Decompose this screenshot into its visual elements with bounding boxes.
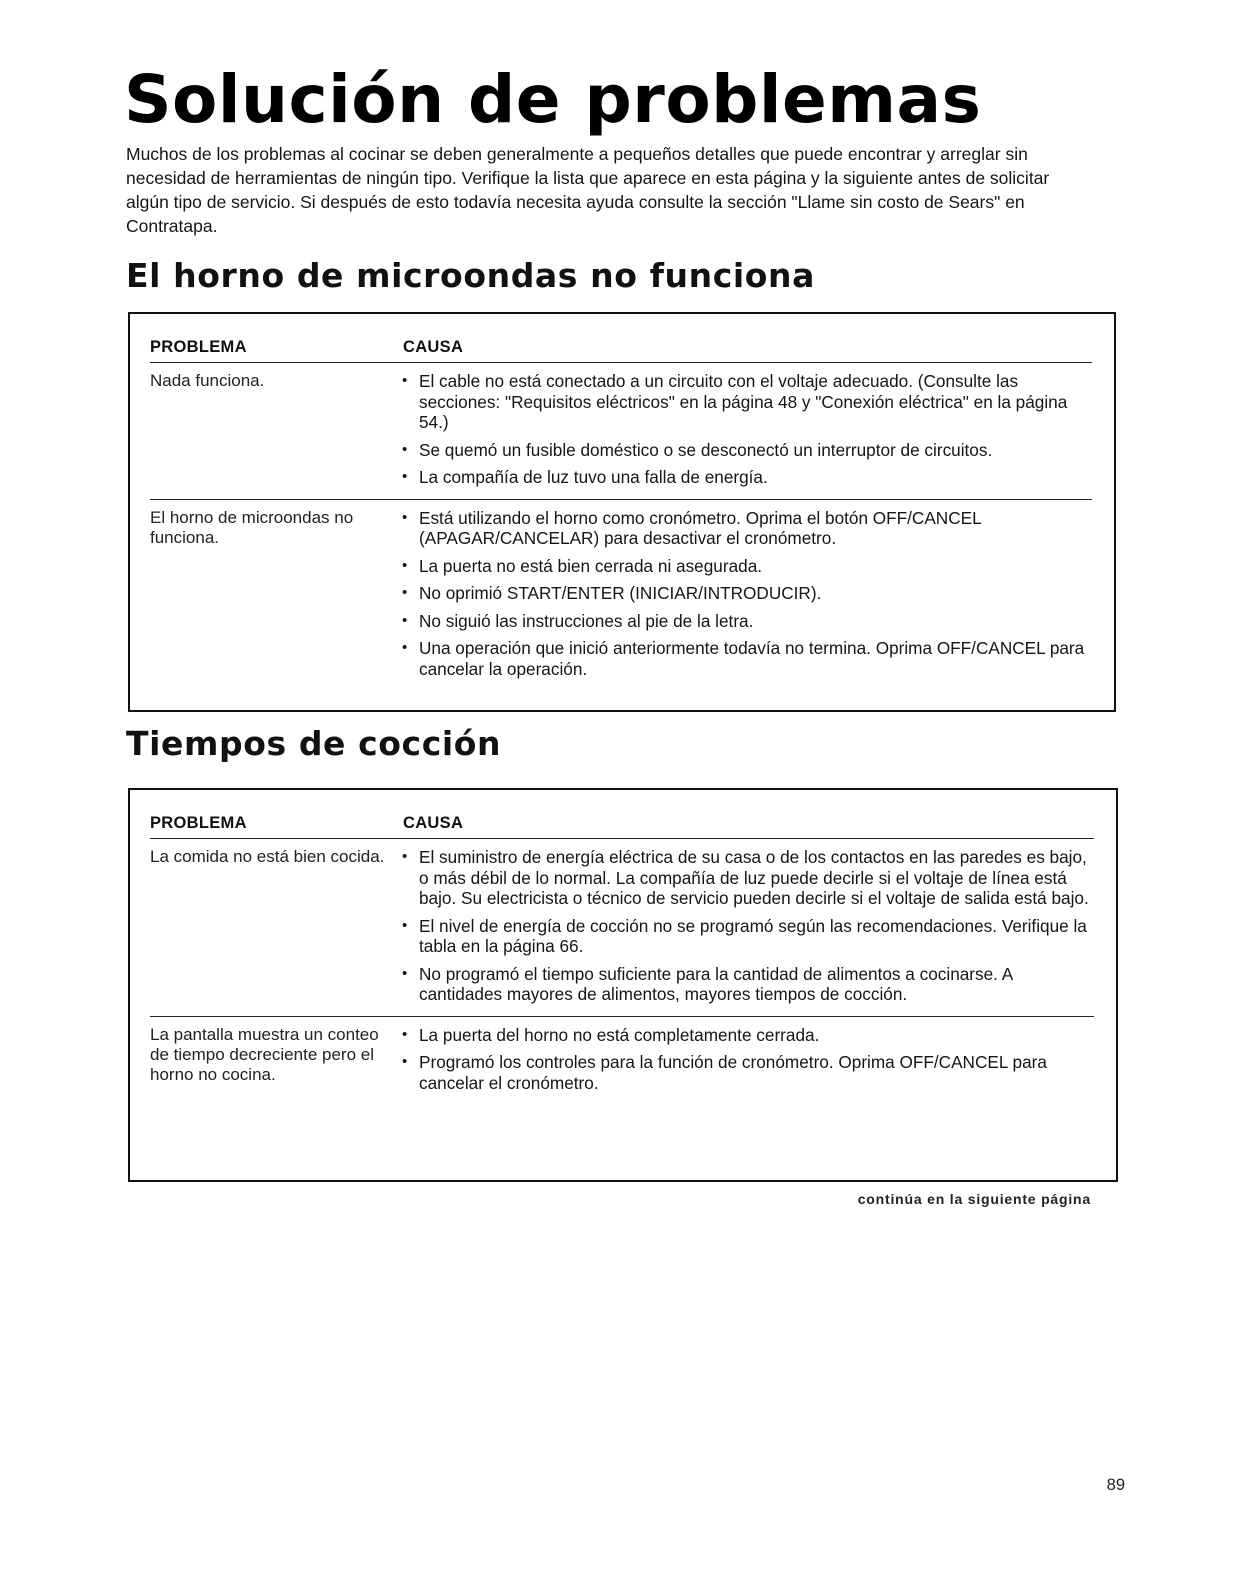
cause-item: • La compañía de luz tuvo una falla de energía. <box>402 467 768 487</box>
problem-cell: La comida no está bien cocida. <box>150 847 385 866</box>
cause-item: • Se quemó un fusible doméstico o se desconectó un interruptor de circuitos. <box>402 439 993 460</box>
table-row <box>150 499 1092 691</box>
cause-item: • No oprimió START/ENTER (INICIAR/INTRODUCIR). <box>402 583 822 603</box>
problem-cell: El horno de microondas no funciona. <box>150 507 354 547</box>
continue-note: continúa en la siguiente página <box>857 1191 1091 1207</box>
cause-list <box>400 508 1092 687</box>
section-title-tiempos-de-coccion: Tiempos de cocción <box>126 724 502 763</box>
table-row <box>150 839 1094 1016</box>
cause-item: • No programó el tiempo suficiente para la cantidad de alimentos a cocinarse. A cantidades mayores de alimentos, mayores tiempos de cocción. <box>402 963 1013 1004</box>
cause-item: • Está utilizando el horno como cronómetro. Oprima el botón OFF/CANCEL (APAGAR/CANCELAR) para desactivar el cronómetro. <box>402 507 982 548</box>
cause-item: • El suministro de energía eléctrica de su casa o de los contactos en las paredes es bajo, o más débil de lo normal. La compañía de luz puede decirle si el voltaje de línea está bajo. Su electricista o técnico de servicio pueden decirle si el voltaje de salida está bajo. <box>402 847 1089 908</box>
header-cause: CAUSA <box>403 338 464 356</box>
header-problem: PROBLEMA <box>150 338 247 356</box>
cause-item: • Programó los controles para la función de cronómetro. Oprima OFF/CANCEL para cancelar el cronómetro. <box>402 1052 1047 1093</box>
page-title: Solución de problemas <box>124 61 982 138</box>
section-title-no-funciona: El horno de microondas no funciona <box>126 256 816 295</box>
cause-list <box>400 371 1092 495</box>
troubleshooting-table-tiempos <box>128 788 1118 1182</box>
cause-item: • El cable no está conectado a un circuito con el voltaje adecuado. (Consulte las secciones: "Requisitos eléctricos" en la página 48 y "Conexión eléctrica" en la página 54.) <box>402 371 1068 432</box>
problem-cell: Nada funciona. <box>150 371 265 390</box>
table-row <box>150 363 1092 499</box>
header-cause: CAUSA <box>403 814 464 832</box>
header-problem: PROBLEMA <box>150 814 247 832</box>
cause-item: • Una operación que inició anteriormente todavía no termina. Oprima OFF/CANCEL para cancelar la operación. <box>402 638 1085 679</box>
cause-list <box>400 1025 1094 1101</box>
troubleshooting-table-no-funciona <box>128 312 1116 712</box>
table-header <box>150 314 1092 363</box>
cause-item: • No siguió las instrucciones al pie de la letra. <box>402 610 754 631</box>
problem-cell: La pantalla muestra un conteo de tiempo decreciente pero el horno no cocina. <box>150 1024 379 1084</box>
table-header <box>150 790 1094 839</box>
table-row <box>150 1016 1094 1105</box>
cause-list <box>400 847 1094 1012</box>
cause-item: • El nivel de energía de cocción no se programó según las recomendaciones. Verifique la tabla en la página 66. <box>402 915 1087 956</box>
page-number: 89 <box>1106 1476 1125 1494</box>
intro-paragraph: Muchos de los problemas al cocinar se deben generalmente a pequeños detalles que puede encontrar y arreglar sin necesidad de herramientas de ningún tipo. Verifique la lista que aparece en esta página y la siguiente antes de solicitar algún tipo de servicio. Si después de esto todavía necesita ayuda consulte la sección "Llame sin costo de Sears" en Contratapa. <box>126 144 1050 236</box>
cause-item: • La puerta no está bien cerrada ni asegurada. <box>402 555 763 576</box>
cause-item: • La puerta del horno no está completamente cerrada. <box>402 1024 820 1045</box>
